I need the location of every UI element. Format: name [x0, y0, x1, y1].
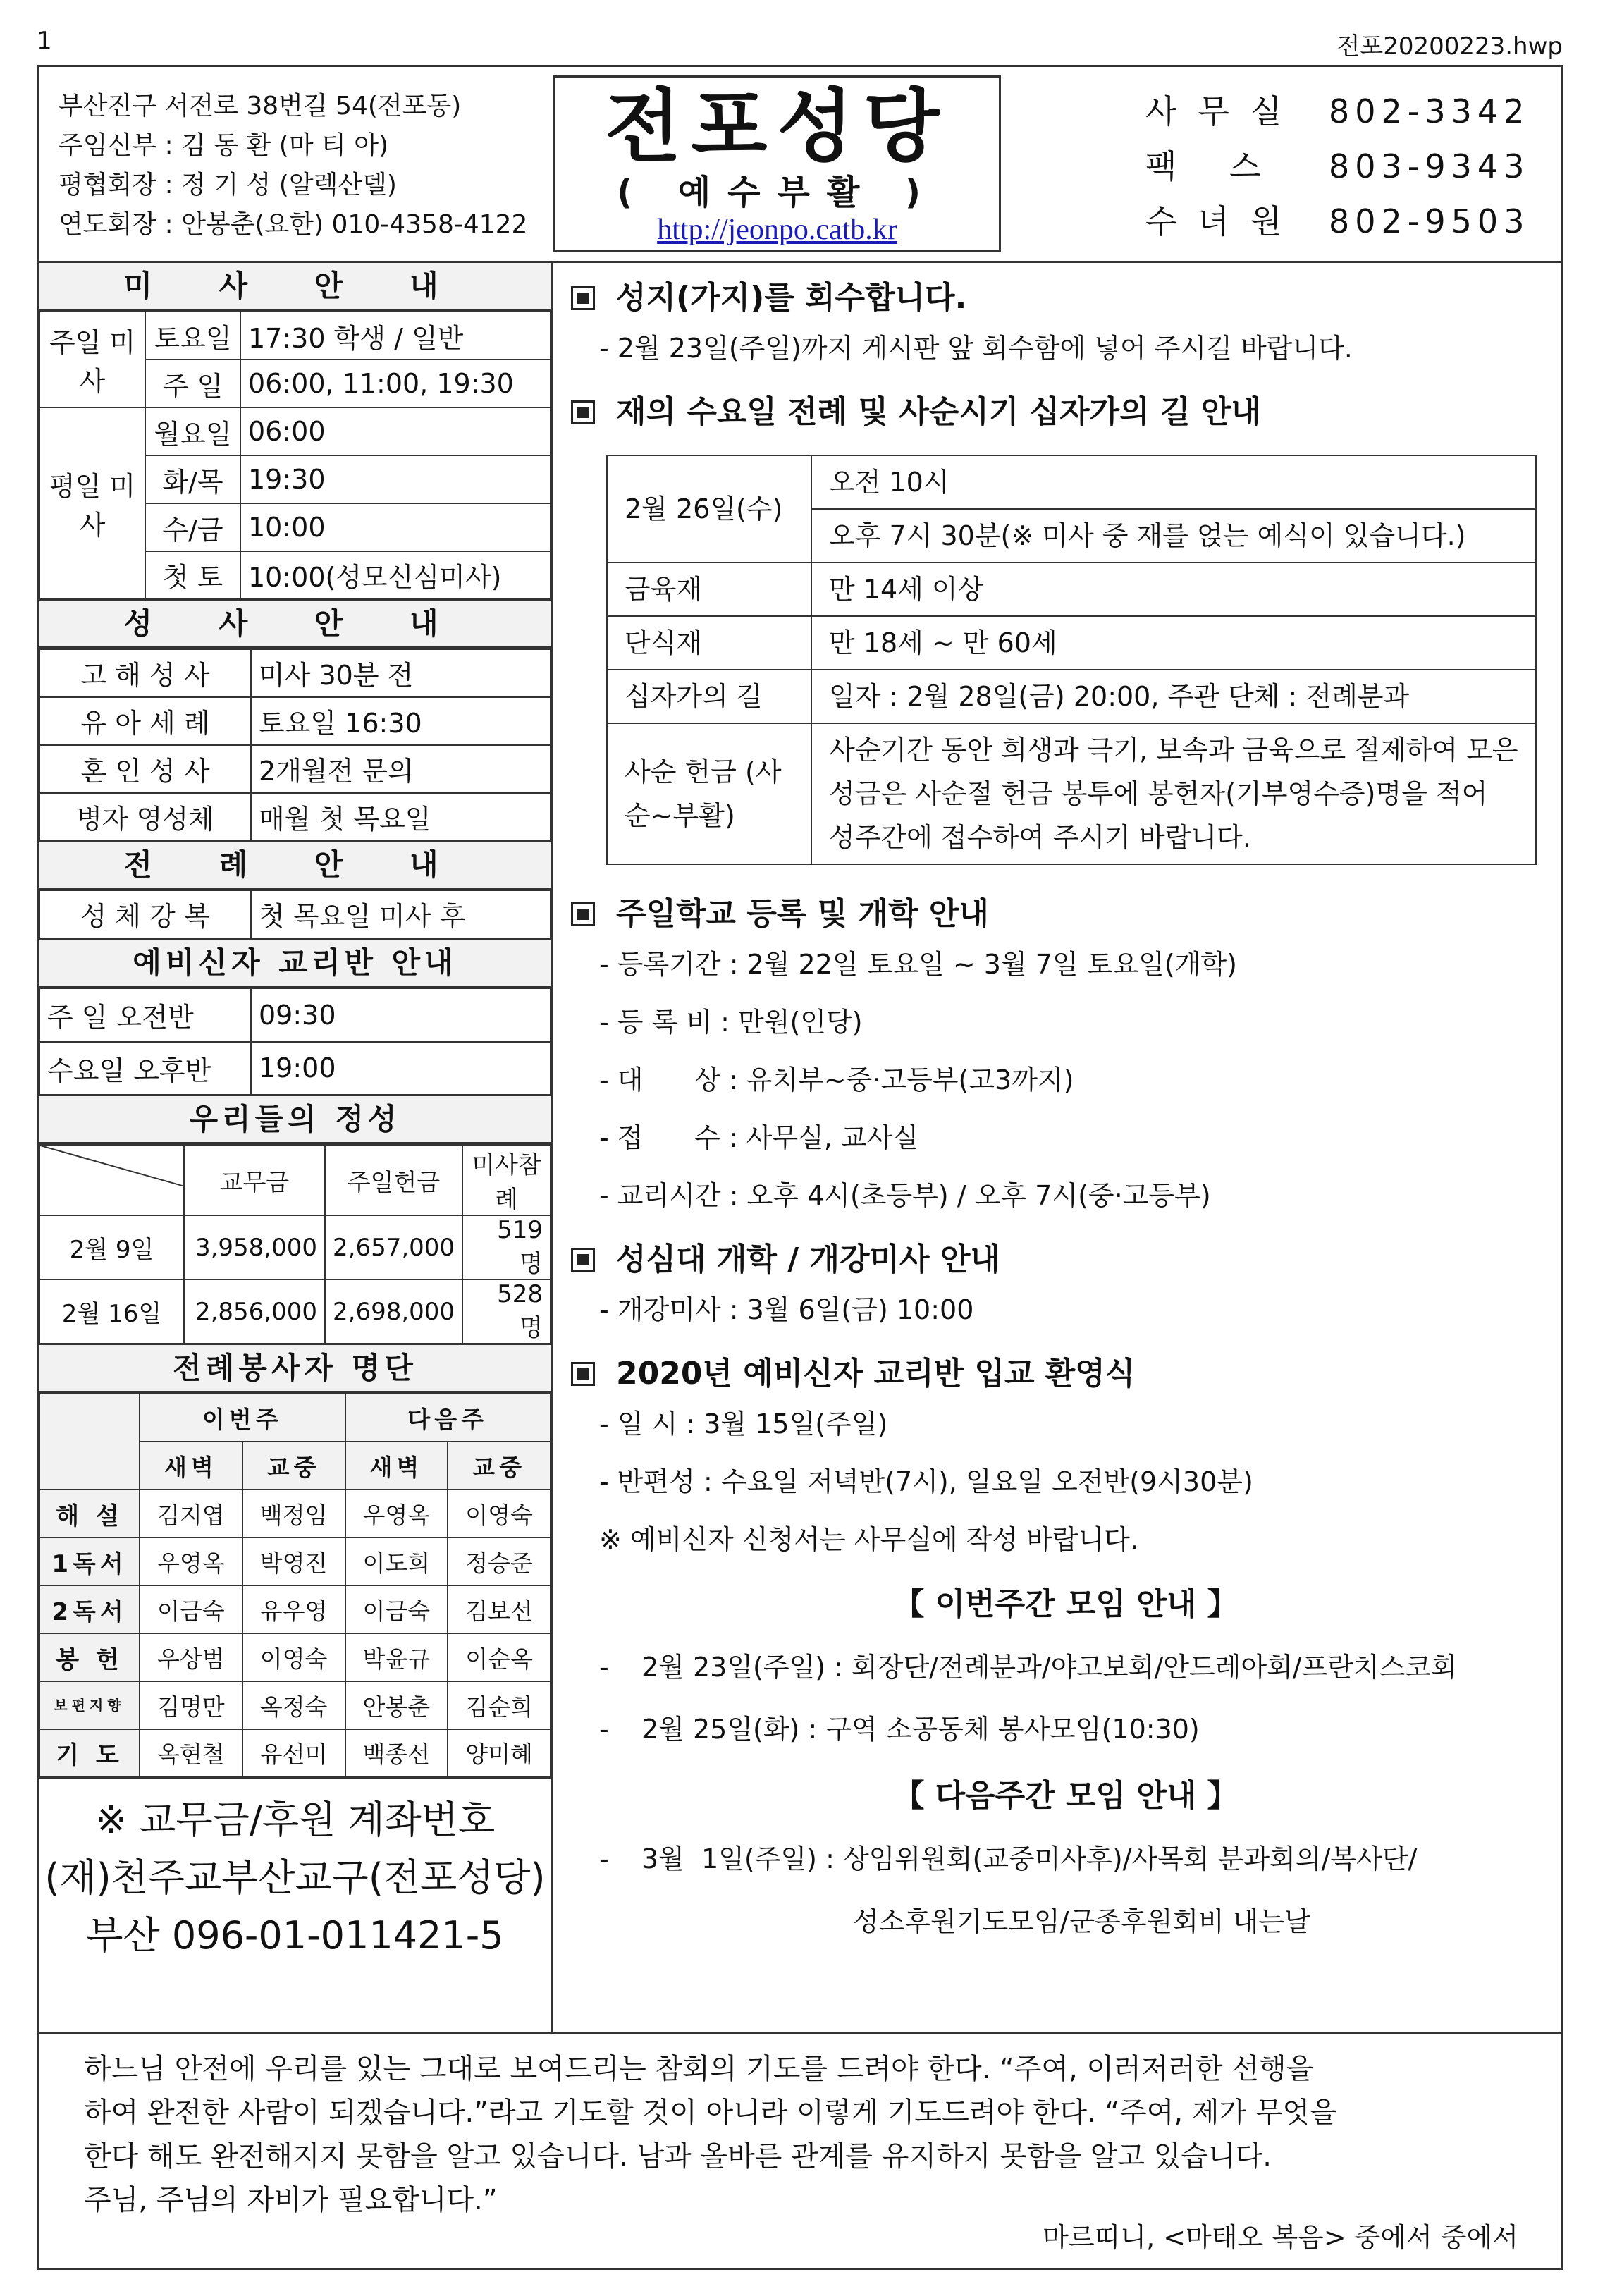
server-name: 양미혜 [448, 1729, 551, 1777]
server-name: 김지엽 [140, 1490, 242, 1537]
mass-time: 10:00(성모신심미사) [240, 551, 551, 599]
account-info [39, 1779, 551, 1965]
heading-text: 성지(가지)를 회수합니다. [616, 280, 967, 316]
offering-collection: 2,657,000 [325, 1215, 462, 1279]
parish-header: 교중 [242, 1442, 345, 1490]
contact-number: 803-9343 [1329, 147, 1530, 185]
servers-table [39, 1393, 551, 1779]
catechumen-table [39, 988, 551, 1097]
liturgy-value: 첫 목요일 미사 후 [251, 890, 551, 938]
lent-key: 십자가의 길 [607, 670, 811, 723]
sacrament-name: 혼 인 성 사 [39, 745, 251, 793]
server-role-intercession-bottom: 기 도 [39, 1729, 140, 1777]
table-row [39, 1490, 551, 1537]
offering-date: 2월 9일 [39, 1215, 184, 1279]
heading-text: 주일학교 등록 및 개학 안내 [616, 896, 989, 932]
mass-day: 첫 토 [145, 551, 240, 599]
table-row [39, 1681, 551, 1729]
dawn-header: 새벽 [345, 1442, 448, 1490]
square-bullet-icon [571, 1362, 595, 1386]
offering-collection: 2,698,000 [325, 1279, 462, 1344]
server-name: 안봉춘 [345, 1681, 448, 1729]
table-row [39, 988, 551, 1042]
contact-convent [1145, 194, 1530, 249]
notice-line: - 등록기간 : 2월 22일 토요일 ~ 3월 7일 토요일(개학) [599, 949, 1237, 980]
section-heading [571, 277, 1561, 319]
notice-line: - 교리시간 : 오후 4시(초등부) / 오후 7시(중·고등부) [599, 1180, 1211, 1211]
notice-line: - 2월 23일(주일)까지 게시판 앞 회수함에 넣어 주시길 바랍니다. [599, 333, 1353, 364]
server-name: 우영옥 [345, 1490, 448, 1537]
table-row [607, 723, 1536, 864]
quote-line: 하여 완전한 사람이 되겠습니다.”라고 기도할 것이 아니라 이렇게 기도드려야 한다. “주여, 제가 무엇을 [84, 2097, 1337, 2129]
quote-source: 마르띠니, <마태오 복음> 중에서 중에서 [1043, 2222, 1518, 2253]
prayer-leader-line: 연도회장 : 안봉춘(요한) 010-4358-4122 [59, 210, 528, 239]
table-row [39, 1042, 551, 1095]
liturgy-title: 전 례 안 내 [39, 842, 551, 890]
sacrament-value: 토요일 16:30 [251, 697, 551, 745]
table-row [39, 1729, 551, 1777]
liturgy-name: 성 체 강 복 [39, 890, 251, 938]
server-name: 유선미 [242, 1729, 345, 1777]
sacraments-table [39, 649, 551, 842]
mass-day: 월요일 [145, 407, 240, 455]
page-number: 1 [37, 27, 52, 55]
mass-time: 17:30 학생 / 일반 [240, 312, 551, 360]
sacraments-title: 성 사 안 내 [39, 601, 551, 649]
parish-header: 교중 [448, 1442, 551, 1490]
offerings-table [39, 1144, 551, 1345]
bulletin-header [39, 67, 1561, 263]
server-name: 김명만 [140, 1681, 242, 1729]
council-line: 평협회장 : 정 기 성 (알렉산델) [59, 171, 397, 199]
heading-text: 재의 수요일 전례 및 사순시기 십자가의 길 안내 [616, 394, 1261, 430]
lent-value: 일자 : 2월 28일(금) 20:00, 주관 단체 : 전례분과 [811, 670, 1536, 723]
lent-key: 2월 26일(수) [607, 455, 811, 563]
left-column [39, 263, 553, 2032]
table-row [39, 697, 551, 745]
title-box [553, 75, 1001, 252]
meeting-line [571, 1698, 1561, 1760]
address-line: 부산진구 서전로 38번길 54(전포동) [59, 92, 462, 121]
offering-attendance: 519 명 [462, 1215, 551, 1279]
contact-office [1145, 84, 1530, 139]
sunday-mass-label: 주일 미사 [39, 312, 145, 407]
lent-value: 만 18세 ~ 만 60세 [811, 616, 1536, 670]
offering-dues: 3,958,000 [184, 1215, 325, 1279]
quote-line: 주님, 주님의 자비가 필요합니다.” [84, 2184, 498, 2216]
notice-line: - 반편성 : 수요일 저녁반(7시), 일요일 오전반(9시30분) [599, 1466, 1253, 1497]
contact-number: 802-3342 [1329, 92, 1530, 130]
mass-table [39, 311, 551, 601]
notice-note: ※ 예비신자 신청서는 사무실에 작성 바랍니다. [599, 1524, 1139, 1555]
server-name: 유우영 [242, 1585, 345, 1633]
offering-attendance: 528 명 [462, 1279, 551, 1344]
account-heading: ※ 교무금/후원 계좌번호 [94, 1797, 496, 1842]
server-name: 김보선 [448, 1585, 551, 1633]
square-bullet-icon [571, 286, 595, 310]
server-name: 정승준 [448, 1537, 551, 1585]
server-name: 박영진 [242, 1537, 345, 1585]
table-row [39, 312, 551, 360]
sacrament-value: 2개월전 문의 [251, 745, 551, 793]
server-name: 옥현철 [140, 1729, 242, 1777]
server-role: 2독서 [39, 1585, 140, 1633]
square-bullet-icon [571, 400, 595, 424]
class-time: 19:00 [251, 1042, 551, 1095]
server-role: 해 설 [39, 1490, 140, 1537]
server-name: 이순옥 [448, 1633, 551, 1681]
class-name: 주 일 오전반 [39, 988, 251, 1042]
sacrament-value: 매월 첫 목요일 [251, 793, 551, 841]
offering-dues: 2,856,000 [184, 1279, 325, 1344]
server-name: 이영숙 [448, 1490, 551, 1537]
reflection-quote [39, 2032, 1561, 2268]
bulletin-page [37, 65, 1563, 2270]
heading-text: 성심대 개학 / 개강미사 안내 [616, 1241, 1000, 1277]
table-row [607, 616, 1536, 670]
next-week-heading: 【 다음주간 모임 안내 】 [893, 1778, 1239, 1814]
diagonal-line-icon [40, 1146, 185, 1186]
server-name: 이금숙 [140, 1585, 242, 1633]
dash-mark: - [599, 1714, 609, 1745]
notice-line: - 등 록 비 : 만원(인당) [599, 1007, 863, 1038]
mass-time: 10:00 [240, 503, 551, 551]
table-row [39, 745, 551, 793]
weekday-mass-label: 평일 미사 [39, 407, 145, 599]
lent-value: 오후 7시 30분(※ 미사 중 재를 얹는 예식이 있습니다.) [811, 509, 1536, 563]
meeting-line [571, 1828, 1561, 1890]
mass-time: 06:00 [240, 407, 551, 455]
server-name: 이금숙 [345, 1585, 448, 1633]
server-name: 김순희 [448, 1681, 551, 1729]
server-name: 이도희 [345, 1537, 448, 1585]
mass-day: 토요일 [145, 312, 240, 360]
server-name: 우상범 [140, 1633, 242, 1681]
lent-value: 오전 10시 [811, 455, 1536, 509]
mass-day: 주 일 [145, 360, 240, 407]
parish-title: 전포성당 [605, 80, 949, 173]
server-name: 백종선 [345, 1729, 448, 1777]
lent-table [606, 455, 1537, 865]
servers-corner [39, 1394, 140, 1490]
sacrament-name: 병자 영성체 [39, 793, 251, 841]
square-bullet-icon [571, 1248, 595, 1272]
this-week-heading: 【 이번주간 모임 안내 】 [893, 1586, 1239, 1622]
table-row [39, 1633, 551, 1681]
lent-key: 금육재 [607, 563, 811, 616]
dash-mark: - [599, 1843, 609, 1874]
server-name: 박윤규 [345, 1633, 448, 1681]
section-heading [571, 391, 1561, 434]
lent-value: 만 14세 이상 [811, 563, 1536, 616]
table-row [39, 1145, 551, 1215]
section-heading [571, 1353, 1561, 1395]
page-top-line [37, 27, 1563, 61]
mass-day: 화/목 [145, 455, 240, 503]
server-name: 우영옥 [140, 1537, 242, 1585]
catechumen-title: 예비신자 교리반 안내 [39, 940, 551, 988]
table-row [39, 649, 551, 697]
table-row [39, 793, 551, 841]
table-row [39, 1279, 551, 1344]
liturgy-table [39, 890, 551, 940]
meeting-line [571, 1636, 1561, 1698]
offering-header: 주일헌금 [325, 1145, 462, 1215]
contact-number: 802-9503 [1329, 202, 1530, 240]
notice-line: - 일 시 : 3월 15일(주일) [599, 1408, 888, 1439]
mass-time: 06:00, 11:00, 19:30 [240, 360, 551, 407]
mass-day: 수/금 [145, 503, 240, 551]
this-week-header: 이번주 [140, 1394, 345, 1442]
contact-label: 팩 스 [1145, 147, 1282, 185]
mass-time: 19:30 [240, 455, 551, 503]
pastor-line: 주임신부 : 김 동 환 (마 티 아) [59, 131, 389, 160]
contact-label: 수녀원 [1145, 202, 1303, 240]
parish-subtitle: ( 예수부활 ) [617, 173, 938, 212]
meeting-text: 2월 25일(화) : 구역 소공동체 봉사모임(10:30) [641, 1714, 1200, 1745]
account-number: 부산 096-01-011421-5 [86, 1913, 504, 1958]
offering-header: 미사참례 [462, 1145, 551, 1215]
table-row [607, 670, 1536, 723]
dash-mark: - [599, 1652, 609, 1683]
right-column [555, 263, 1561, 2032]
meeting-text: 2월 23일(주일) : 회장단/전례분과/야고보회/안드레아회/프란치스코회 [641, 1652, 1457, 1683]
server-role: 1독서 [39, 1537, 140, 1585]
parish-url-link[interactable]: http://jeonpo.catb.kr [657, 214, 897, 246]
table-row [39, 890, 551, 938]
table-row [39, 1394, 551, 1442]
parish-info [59, 87, 527, 245]
meeting-continuation: 성소후원기도모임/군종후원회비 내는날 [853, 1906, 1310, 1937]
account-holder: (재)천주교부산교구(전포성당) [44, 1855, 546, 1900]
sacrament-value: 미사 30분 전 [251, 649, 551, 697]
class-name: 수요일 오후반 [39, 1042, 251, 1095]
table-row [39, 1215, 551, 1279]
server-name: 백정임 [242, 1490, 345, 1537]
notice-line: - 접 수 : 사무실, 교사실 [599, 1122, 919, 1153]
contact-list [1145, 84, 1530, 249]
offering-date: 2월 16일 [39, 1279, 184, 1344]
offerings-title: 우리들의 정성 [39, 1096, 551, 1144]
server-name: 옥정숙 [242, 1681, 345, 1729]
square-bullet-icon [571, 902, 595, 926]
section-heading [571, 1239, 1561, 1281]
server-role-intercession [39, 1681, 140, 1729]
notice-line: - 개강미사 : 3월 6일(금) 10:00 [599, 1294, 974, 1325]
lent-key: 사순 헌금 (사순~부활) [607, 723, 811, 864]
diagonal-cell [39, 1145, 184, 1215]
table-row [39, 1537, 551, 1585]
table-row [607, 455, 1536, 509]
notice-line: - 대 상 : 유치부~중·고등부(고3까지) [599, 1064, 1074, 1095]
contact-fax [1145, 139, 1530, 194]
server-name: 이영숙 [242, 1633, 345, 1681]
server-role: 봉 헌 [39, 1633, 140, 1681]
class-time: 09:30 [251, 988, 551, 1042]
servers-title: 전례봉사자 명단 [39, 1345, 551, 1393]
quote-line: 하느님 안전에 우리를 있는 그대로 보여드리는 참회의 기도를 드려야 한다. “주여, 이러저러한 선행을 [84, 2053, 1314, 2085]
next-week-header: 다음주 [345, 1394, 551, 1442]
sacrament-name: 유 아 세 례 [39, 697, 251, 745]
mass-title: 미 사 안 내 [39, 263, 551, 311]
table-row [39, 407, 551, 455]
contact-label: 사무실 [1145, 92, 1303, 130]
offering-header: 교무금 [184, 1145, 325, 1215]
heading-text: 2020년 예비신자 교리반 입교 환영식 [616, 1356, 1136, 1392]
dawn-header: 새벽 [140, 1442, 242, 1490]
table-row [39, 1585, 551, 1633]
file-name: 전포20200223.hwp [1336, 32, 1563, 61]
lent-key: 단식재 [607, 616, 811, 670]
quote-line: 한다 해도 완전해지지 못함을 알고 있습니다. 남과 올바른 관계를 유지하지 못함을 알고 있습니다. [84, 2140, 1272, 2173]
role-top: 보편지향 [54, 1697, 125, 1714]
lent-value: 사순기간 동안 희생과 극기, 보속과 금육으로 절제하여 모은 성금은 사순절 헌금 봉투에 봉헌자(기부영수증)명을 적어 성주간에 접수하여 주시기 바랍니다. [811, 723, 1536, 864]
section-heading [571, 893, 1561, 935]
sacrament-name: 고 해 성 사 [39, 649, 251, 697]
table-row [607, 563, 1536, 616]
meeting-text: 3월 1일(주일) : 상임위원회(교중미사후)/사목회 분과회의/복사단/ [641, 1843, 1418, 1874]
